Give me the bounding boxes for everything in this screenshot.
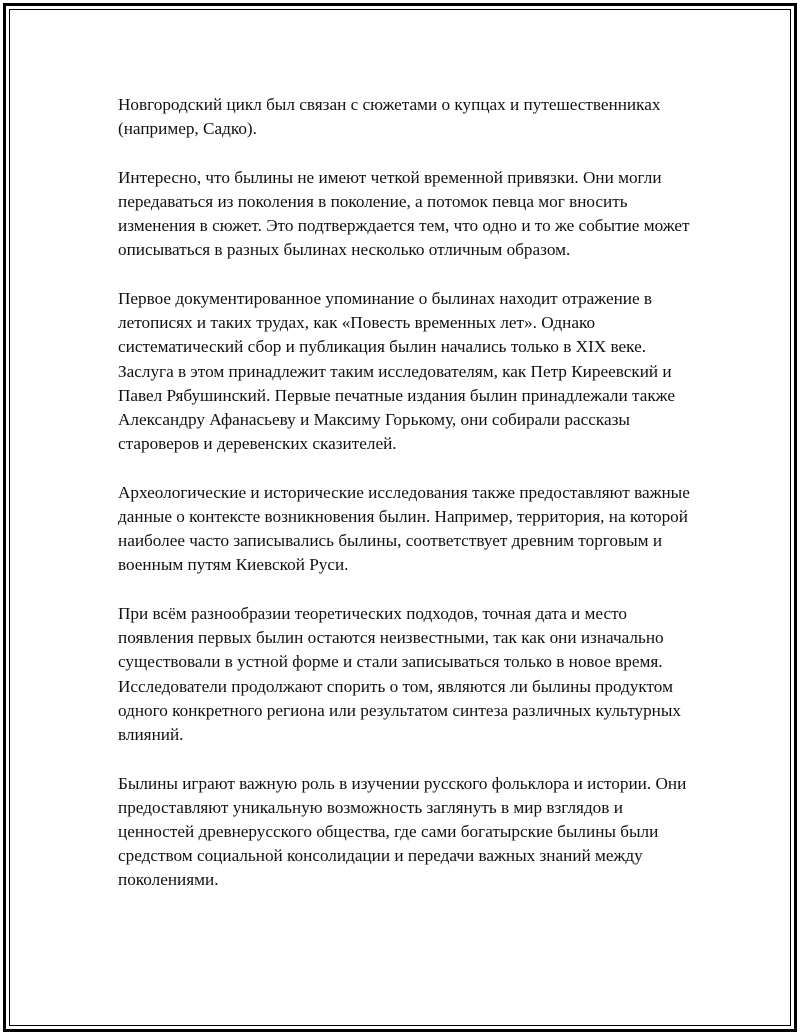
paragraph-folklore-role: Былины играют важную роль в изучении русского фольклора и истории. Они предоставляют уникальную возможность заглянуть в мир взглядов и ценностей древнерусского общества, где сами богатырские былины были средством социальной консолидации и передачи важных знаний между поколениями.: [118, 773, 687, 890]
document-body: [118, 93, 693, 917]
paragraph-novgorod-cycle: Новгородский цикл был связан с сюжетами о купцах и путешественниках (например, Садко).: [118, 95, 661, 139]
paragraph-first-documentation: Первое документированное упоминание о былинах находит отражение в летописях и таких трудах, как «Повесть временных лет». Однако систематический сбор и публикация былин начались только в XIX веке. Заслуга в этом принадлежит таким исследователям, как Петр Киреевский и Павел Рябушинский. Первые печатные издания былин принадлежали также Александру Афанасьеву и Максиму Горькому, они собирали рассказы староверов и деревенских сказителей.: [118, 289, 675, 454]
paragraph-origin-debate: При всём разнообразии теоретических подходов, точная дата и место появления первых былин остаются неизвестными, так как они изначально существовали в устной форме и стали записываться только в новое время. Исследователи продолжают спорить о том, являются ли былины продуктом одного конкретного региона или результатом синтеза различных культурных влияний.: [118, 604, 682, 745]
paragraph-archaeological-research: Археологические и исторические исследования также предоставляют важные данные о контексте возникновения былин. Например, территория, на которой наиболее часто записывались былины, соответствует древним торговым и военным путям Киевской Руси.: [118, 482, 690, 575]
paragraph-time-reference: Интересно, что былины не имеют четкой временной привязки. Они могли передаваться из поколения в поколение, а потомок певца мог вносить изменения в сюжет. Это подтверждается тем, что одно и то же событие может описываться в разных былинах несколько отличным образом.: [118, 167, 690, 260]
